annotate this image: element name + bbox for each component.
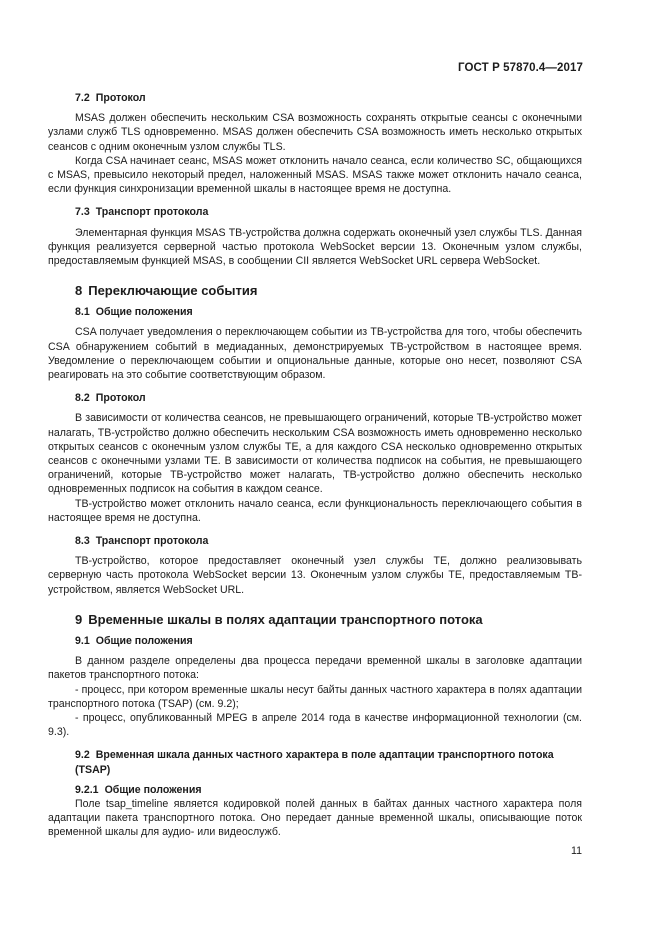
page-number: 11 [571, 845, 582, 857]
section-number: 7.3 [75, 206, 90, 219]
chapter-title: Временные шкалы в полях адаптации транспортного потока [88, 611, 483, 627]
paragraph: Когда CSA начинает сеанс, MSAS может отклонить начало сеанса, если количество SC, общающихся с MSAS, превысило некоторый предел, наложенный MSAS. MSAS также может отклонить начало сеанса, если функция синхронизации временной шкалы в настоящее время не доступна. [48, 154, 582, 196]
section-title: Протокол [95, 392, 146, 405]
section-heading-9-1 [48, 634, 582, 648]
section-number: 7.2 [75, 92, 90, 104]
section-number: 8.1 [75, 306, 90, 319]
section-title: Транспорт протокола [95, 535, 209, 548]
page-content [48, 91, 582, 840]
section-heading-8-3 [48, 534, 582, 548]
section-number: 8.2 [75, 392, 90, 405]
paragraph: MSAS должен обеспечить нескольким CSA возможность сохранять открытые сеансы с оконечными узлами служб TLS одновременно. MSAS должен обеспечить CSA возможность иметь несколько открытых сеансов с одним оконечным узлом службы TLS. [48, 112, 582, 153]
paragraph: Элементарная функция MSAS ТВ-устройства должна содержать оконечный узел службы TLS. Данная функция реализуется серверной частью протокола WebSocket версии 13. Оконечным узлом службы, предоставляемым функцией MSAS, в сообщении CII является WebSocket URL сервера WebSocket. [48, 226, 582, 268]
chapter-number: 9 [75, 611, 83, 627]
section-title: Протокол [95, 92, 146, 104]
section-heading-9-2 [48, 748, 582, 776]
section-title: Общие положения [95, 634, 193, 647]
subsection-number: 9.2.1 [75, 783, 99, 796]
document-id-header: ГОСТ Р 57870.4—2017 [458, 62, 583, 74]
section-title: Временная шкала данных частного характера в поле адаптации транспортного потока (TSAP) [75, 749, 554, 776]
section-number: 9.1 [75, 634, 90, 647]
section-number: 9.2 [75, 749, 90, 762]
section-heading-7-3 [48, 205, 582, 219]
paragraph: Поле tsap_timeline является кодировкой полей данных в байтах данных частного характера поля адаптации пакета транспортного потока. Оно передает данные временной шкалы, описывающие поток временной шкалы для аудио- или видеослужб. [48, 797, 582, 839]
chapter-heading-9 [48, 612, 582, 628]
paragraph: В данном разделе определены два процесса передачи временной шкалы в заголовке адаптации пакетов транспортного потока: [48, 655, 582, 682]
section-title: Транспорт протокола [95, 206, 209, 219]
list-item: - процесс, при котором временные шкалы несут байты данных частного характера в полях адаптации транспортного потока (TSAP) (см. 9.2); [48, 683, 582, 710]
subsection-title: Общие положения [104, 783, 202, 796]
paragraph: CSA получает уведомления о переключающем событии из ТВ-устройства для того, чтобы обеспечить CSA обнаружением событий в медиаданных, демонстрируемых ТВ-устройством в настоящее время. Уведомление о переключающем событии и опциональные данные, которые оно несет, позволяют CSA реагировать на это событие соответствующим образом. [48, 326, 582, 382]
section-title: Общие положения [95, 306, 193, 319]
list-item: - процесс, опубликованный MPEG в апреле 2014 года в качестве информационной технологии (см. 9.3). [48, 711, 582, 739]
subsection-heading-9-2-1 [48, 783, 582, 797]
section-heading-8-2 [48, 391, 582, 405]
paragraph: ТВ-устройство, которое предоставляет оконечный узел службы TE, должно реализовывать серверную часть протокола WebSocket версии 13. Оконечным узлом службы TE, предоставляемым ТВ-устройством, является WebSocket URL. [48, 555, 582, 596]
section-heading-7-2 [48, 91, 582, 105]
chapter-number: 8 [75, 283, 83, 299]
paragraph: ТВ-устройство может отклонить начало сеанса, если функциональность переключающего события в настоящее время не доступна. [48, 497, 582, 524]
section-number: 8.3 [75, 535, 90, 548]
section-heading-8-1 [48, 305, 582, 319]
chapter-title: Переключающие события [88, 283, 258, 299]
paragraph: В зависимости от количества сеансов, не превышающего ограничений, которые ТВ-устройство может налагать, ТВ-устройство должно обеспечить нескольким CSA возможность иметь одновременно несколько открытых сеансов с оконечным узлом службы TE, а для каждого CSA несколько одновременно открытых сеансов с оконечными узлами TE. В зависимости от количества подписок на события, не превышающего ограничений, которые ТВ-устройство может налагать, ТВ-устройство должно обеспечить несколько одновременных подписок на события в каждом сеансе. [48, 412, 582, 496]
chapter-heading-8 [48, 283, 582, 299]
